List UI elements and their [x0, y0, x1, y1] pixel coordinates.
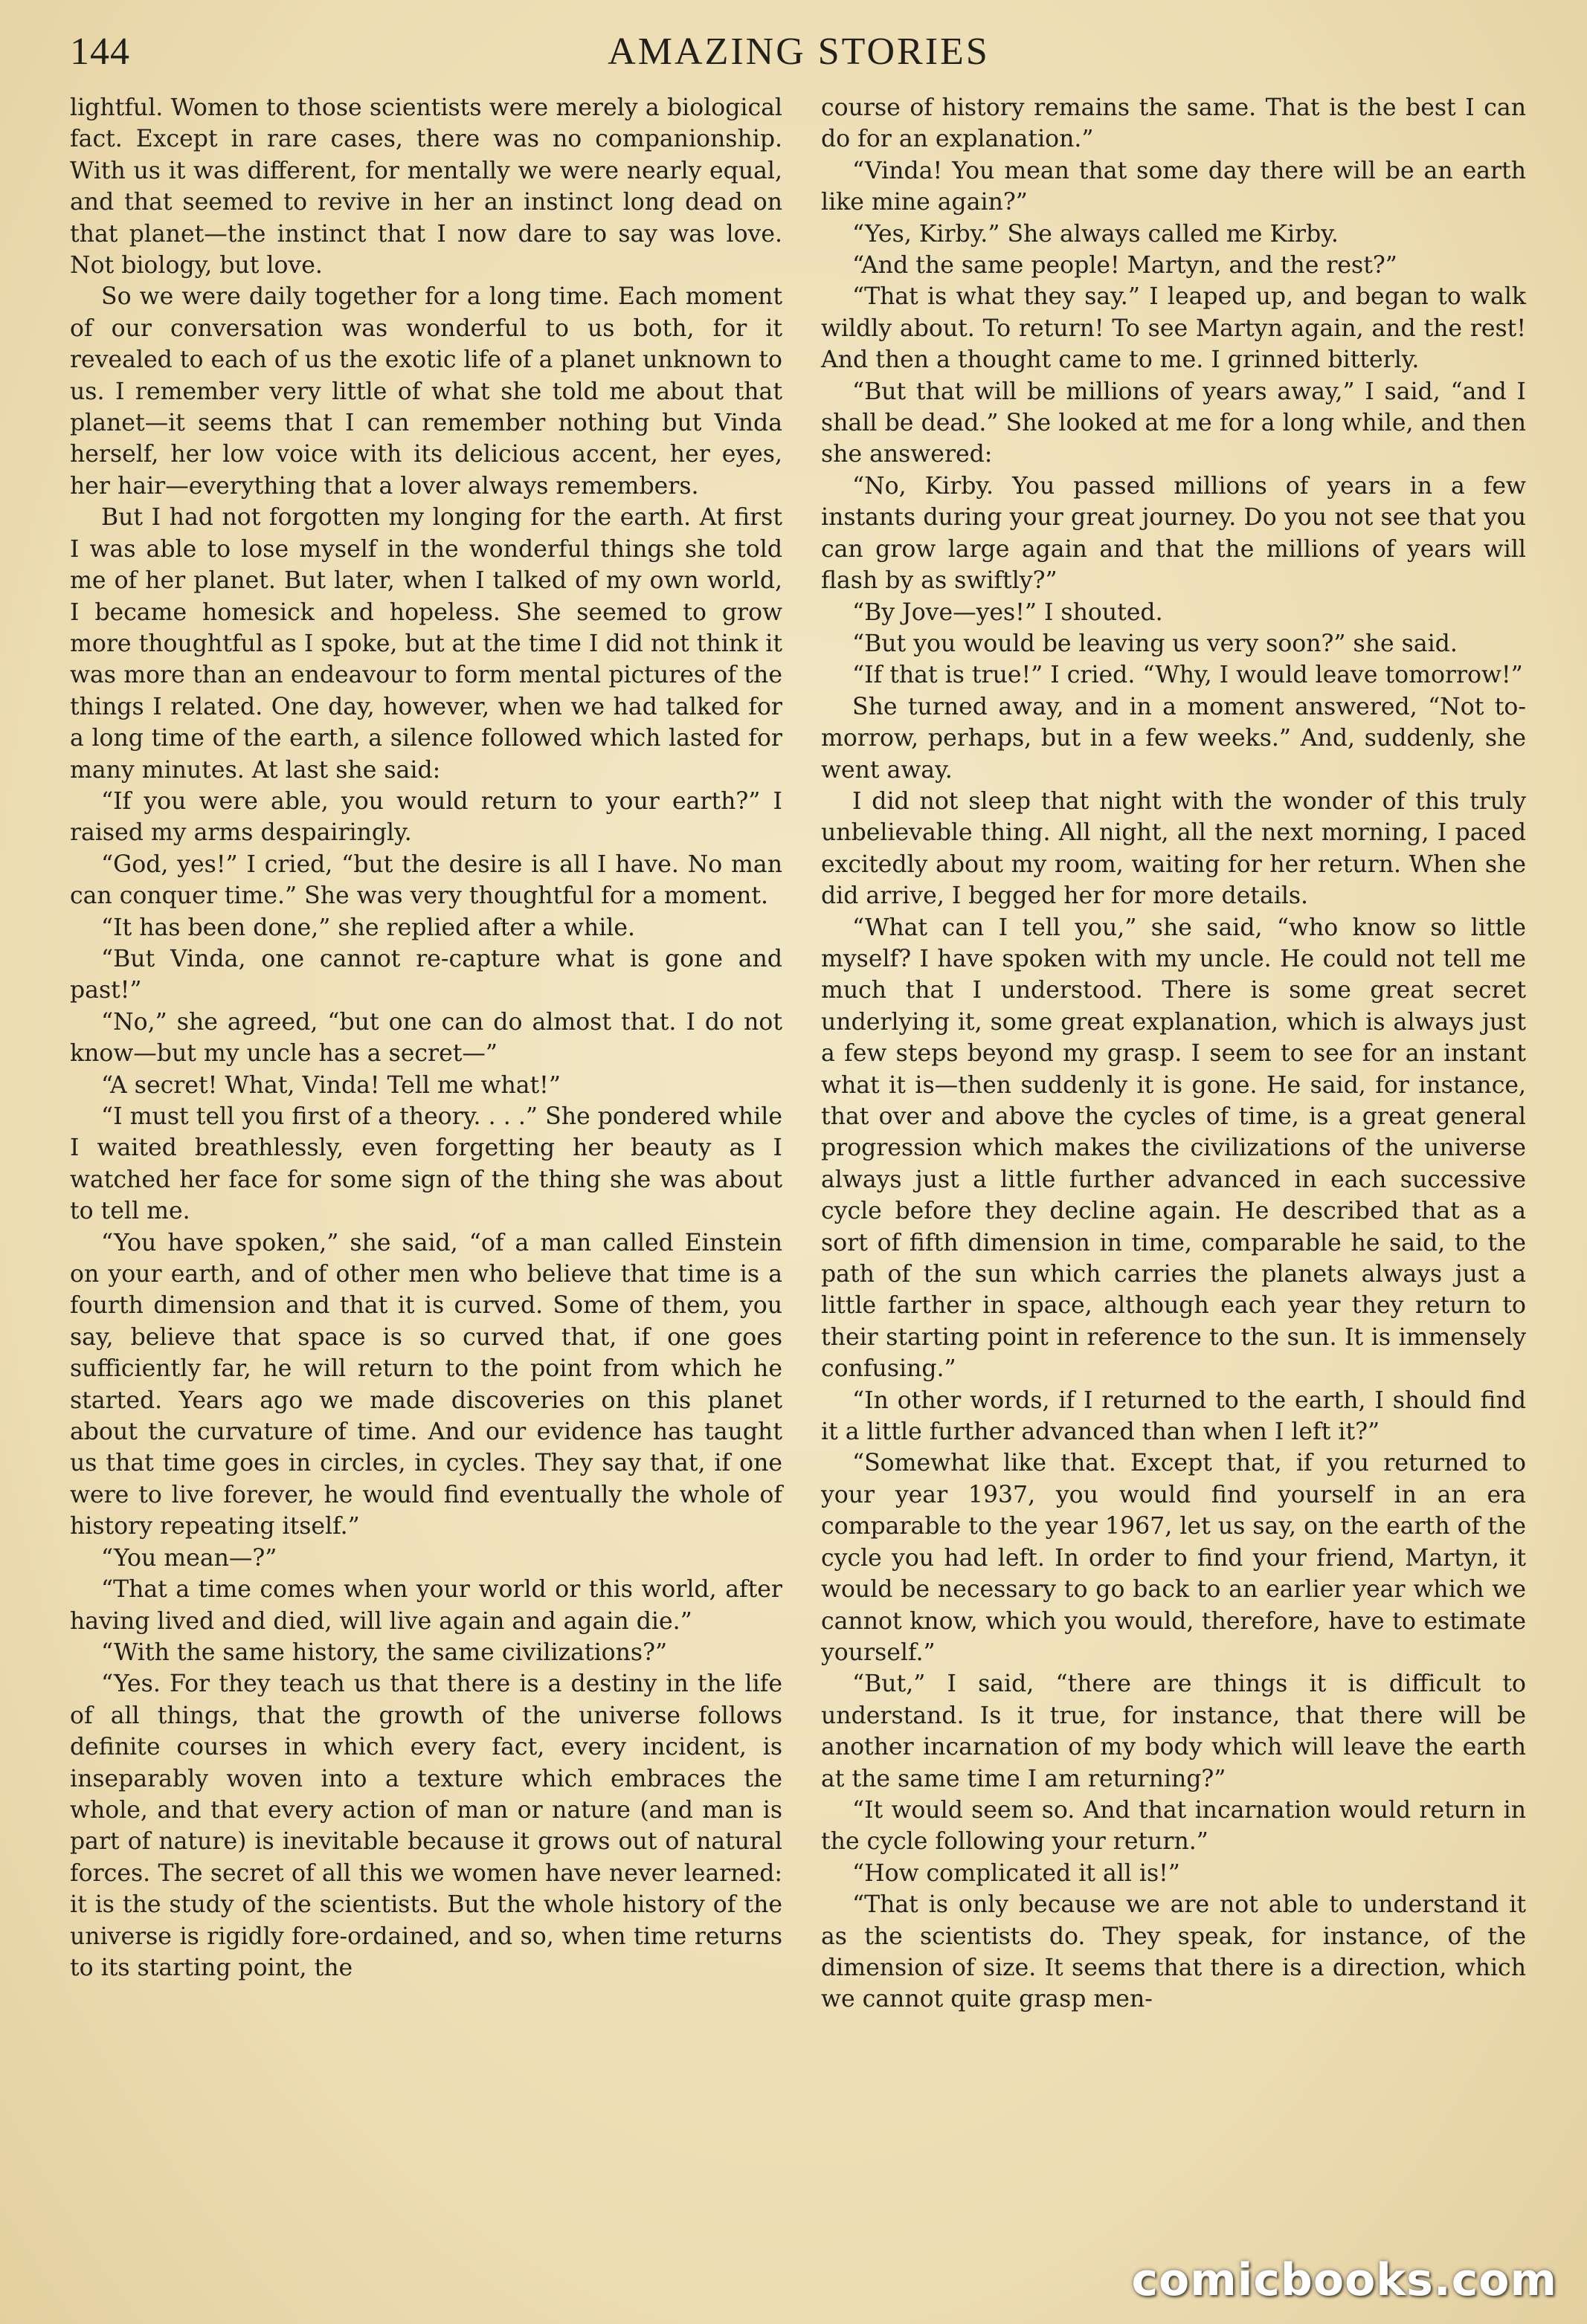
paragraph: “With the same history, the same civilizations?” — [101, 1639, 668, 1666]
paragraph: “God, yes!” I cried, “but the desire is all I have. No man can conquer time.” She was very thoughtful for a moment. — [70, 850, 782, 910]
paragraph: “How complicated it all is!” — [852, 1859, 1180, 1887]
paragraph: “That a time comes when your world or this world, after having lived and died, will live again and again die.” — [70, 1576, 782, 1635]
site-watermark: comicbooks.com — [1131, 2254, 1557, 2306]
paragraph: lightful. Women to those scientists were merely a biological fact. Except in rare cases, there was no companionship. With us it was different, for mentally we were nearly equal, and that seemed to revive in her an instinct long dead on that planet—the instinct that I now dare to say was love. Not biology, but love. — [70, 94, 782, 280]
paragraph: “A secret! What, Vinda! Tell me what!” — [101, 1071, 561, 1099]
paragraph: She turned away, and in a moment answered, “Not to-morrow, perhaps, but in a few weeks.” And, suddenly, she went away. — [821, 693, 1526, 784]
paragraph: “But,” I said, “there are things it is difficult to understand. Is it true, for instance, that there will be another incarnation of my body which will leave the earth at the same time I am returning?” — [821, 1671, 1526, 1792]
paragraph: “Somewhat like that. Except that, if you returned to your year 1937, you would find yourself in an era comparable to the year 1967, let us say, on the earth of the cycle you had left. In order to find your friend, Martyn, it would be necessary to go back to an earlier year which we cannot know, which you would, therefore, have to estimate yourself.” — [821, 1450, 1526, 1666]
paragraph: “If you were able, you would return to your earth?” I raised my arms despairingly. — [70, 787, 782, 847]
paragraph: “Yes. For they teach us that there is a destiny in the life of all things, that the growth of the universe follows definite courses in which every fact, every incident, is inseparably woven into a texture which embraces the whole, and that every action of man or nature (and man is part of nature) is inevitable because it grows out of natural forces. The secret of all this we women have never learned: it is the study of the scientists. But the whole history of the universe is rigidly fore-ordained, and so, when time returns to its starting point, the — [70, 1671, 782, 1981]
paragraph: “I must tell you first of a theory. . . .” She pondered while I waited breathlessly, even forgetting her beauty as I watched her face for some sign of the thing she was about to tell me. — [70, 1103, 782, 1225]
page-header — [70, 30, 1528, 82]
right-column — [821, 92, 1526, 2015]
page-number: 144 — [70, 30, 130, 73]
paragraph: “In other words, if I returned to the earth, I should find it a little further advanced than when I left it?” — [821, 1387, 1526, 1446]
paragraph: “What can I tell you,” she said, “who know so little myself? I have spoken with my uncle. He could not tell me much that I understood. There is some great secret underlying it, some great explanation, which is always just a few steps beyond my grasp. I seem to see for an instant what it is—then suddenly it is gone. He said, for instance, that over and above the cycles of time, is a great general progression which makes the civilizations of the universe always just a little further advanced in each successive cycle before they decline again. He described that as a sort of fifth dimension in time, comparable he said, to the path of the sun which carries the planets always just a little farther in space, although each year they return to their starting point in reference to the sun. It is immensely confusing.” — [821, 914, 1526, 1383]
paragraph: “No, Kirby. You passed millions of years in a few instants during your great journey. Do you not see that you can grow large again and that the millions of years will flash by as swiftly?” — [821, 472, 1526, 595]
paragraph: So we were daily together for a long time. Each moment of our conversation was wonderful to us both, for it revealed to each of us the exotic life of a planet unknown to us. I remember very little of what she told me about that planet—it seems that I can remember nothing but Vinda herself, her low voice with its delicious accent, her eyes, her hair—everything that a lover always remembers. — [70, 283, 782, 500]
left-column — [70, 92, 782, 1984]
paragraph: “You mean—?” — [101, 1544, 277, 1572]
paragraph: “But you would be leaving us very soon?” she said. — [852, 630, 1458, 657]
running-title: AMAZING STORIES — [608, 30, 990, 73]
paragraph: “It would seem so. And that incarnation would return in the cycle following your return.” — [821, 1796, 1526, 1856]
paragraph: “Yes, Kirby.” She always called me Kirby. — [852, 220, 1339, 248]
paragraph: “Vinda! You mean that some day there will be an earth like mine again?” — [821, 157, 1526, 216]
paragraph: “By Jove—yes!” I shouted. — [852, 598, 1163, 626]
paragraph: course of history remains the same. That is the best I can do for an explanation.” — [821, 94, 1526, 153]
paragraph: “But that will be millions of years away,” I said, “and I shall be dead.” She looked at me for a long while, and then she answered: — [821, 378, 1526, 468]
paragraph: “If that is true!” I cried. “Why, I would leave tomorrow!” — [852, 662, 1523, 689]
paragraph: “It has been done,” she replied after a while. — [101, 914, 635, 941]
paragraph: “That is only because we are not able to understand it as the scientists do. They speak, for instance, of the dimension of size. It seems that there is a direction, which we cannot quite grasp men- — [821, 1891, 1526, 2013]
paragraph: “And the same people! Martyn, and the rest?” — [852, 252, 1397, 280]
paragraph: I did not sleep that night with the wonder of this truly unbelievable thing. All night, all the next morning, I paced excitedly about my room, waiting for her return. When she did arrive, I begged her for more details. — [821, 787, 1526, 910]
paragraph: “That is what they say.” I leaped up, and began to walk wildly about. To return! To see Martyn again, and the rest! And then a thought came to me. I grinned bitterly. — [821, 283, 1526, 374]
paragraph: “You have spoken,” she said, “of a man called Einstein on your earth, and of other men who believe that time is a fourth dimension and that it is curved. Some of them, you say, believe that space is so curved that, if one goes sufficiently far, he will return to the point from which he started. Years ago we made discoveries on this planet about the curvature of time. And our evidence has taught us that time goes in circles, in cycles. They say that, if one were to live forever, he would find eventually the whole of history repeating itself.” — [70, 1229, 782, 1540]
paragraph: But I had not forgotten my longing for the earth. At first I was able to lose myself in the wonderful things she told me of her planet. But later, when I talked of my own world, I became homesick and hopeless. She seemed to grow more thoughtful as I spoke, but at the time I did not think it was more than an endeavour to form mental pictures of the things I related. One day, however, when we had talked for a long time of the earth, a silence followed which lasted for many minutes. At last she said: — [70, 504, 782, 784]
paragraph: “But Vinda, one cannot re-capture what is gone and past!” — [70, 945, 782, 1004]
paragraph: “No,” she agreed, “but one can do almost that. I do not know—but my uncle has a secret—” — [70, 1008, 782, 1068]
